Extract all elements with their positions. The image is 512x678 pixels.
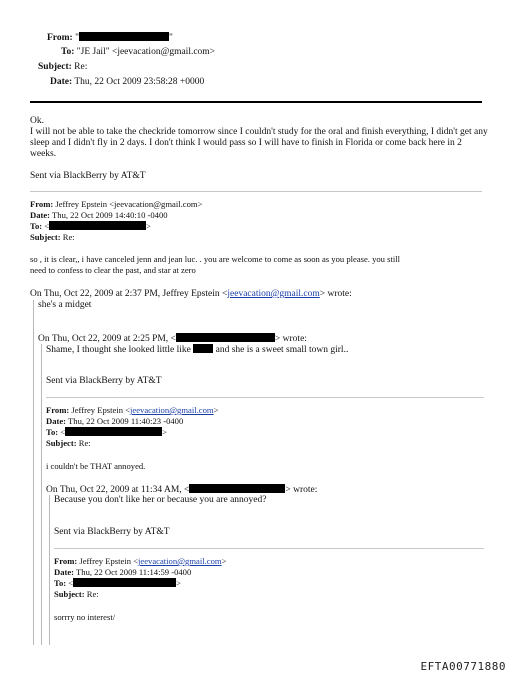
quote1-body-line1: so , it is clear,, i have canceled jenn and jean luc. . you are welcome to come as soon as you please. you still [30, 254, 401, 264]
quote1-quoted: she's a midget [38, 300, 92, 310]
quote3-signature: Sent via BlackBerry by AT&T [54, 527, 170, 537]
header-date: Date: Thu, 22 Oct 2009 23:58:28 +0000 [50, 77, 205, 87]
redaction-bar [65, 427, 162, 436]
redaction-bar [73, 578, 176, 587]
quote-bar-level3 [49, 495, 50, 645]
quote1-from: From: Jeffrey Epstein <jeevacation@gmail.com> [30, 199, 203, 209]
email-link[interactable]: jeevacation@gmail.com [227, 289, 320, 299]
quote1-body-line2: need to confess to clear the past, and star at zero [30, 265, 196, 275]
quote-divider [46, 397, 484, 398]
quote3-body-text: sorrry no interest/ [54, 612, 116, 622]
quote2-to: To: < > [46, 427, 167, 437]
document-id: EFTA00771880 [420, 660, 506, 673]
quote3-date: Date: Thu, 22 Oct 2009 11:14:59 -0400 [54, 567, 192, 577]
quote2-attribution: On Thu, Oct 22, 2009 at 2:25 PM, < > wrote: [38, 334, 307, 344]
redaction-bar [193, 344, 213, 353]
redaction-bar [189, 484, 285, 493]
quote2-signature: Sent via BlackBerry by AT&T [46, 376, 162, 386]
quote3-from: From: Jeffrey Epstein <jeevacation@gmail.com> [54, 556, 227, 566]
email-link[interactable]: jeevacation@gmail.com [138, 556, 222, 566]
message-body: I will not be able to take the checkride tomorrow since I couldn't study for the oral and finish everything, I didn't get any sleep and I didn't fly in 2 days. I don't think I would pass so I will have to finish in Florida or come back here in 2 weeks. [30, 127, 488, 159]
quote3-to: To: < > [54, 578, 181, 588]
quote1-attribution: On Thu, Oct 22, 2009 at 2:37 PM, Jeffrey Epstein <jeevacation@gmail.com> wrote: [30, 289, 352, 299]
email-link[interactable]: jeevacation@gmail.com [130, 405, 214, 415]
quote-bar-level1 [33, 300, 34, 645]
quote2-subject: Subject: Re: [46, 438, 91, 448]
quote1-subject: Subject: Re: [30, 232, 75, 242]
quote1-to: To: < > [30, 221, 151, 231]
quote3-subject: Subject: Re: [54, 589, 99, 599]
header-subject: Subject: Re: [38, 62, 88, 72]
quote3-body: Because you don't like her or because you are annoyed? [54, 495, 267, 505]
quote2-body-text: i couldn't be THAT annoyed. [46, 461, 146, 471]
redaction-bar [49, 221, 146, 230]
quote-divider [30, 191, 482, 192]
redaction-bar [79, 32, 169, 41]
header-from: From: " " [47, 33, 173, 43]
message-greeting: Ok. [30, 116, 44, 126]
quote2-body: Shame, I thought she looked little like and she is a sweet small town girl.. [46, 345, 349, 355]
quote1-date: Date: Thu, 22 Oct 2009 14:40:10 -0400 [30, 210, 168, 220]
header-to: To: "JE Jail" <jeevacation@gmail.com> [61, 47, 216, 57]
quote-divider [54, 548, 484, 549]
header-divider [30, 101, 482, 103]
quote3-attribution: On Thu, Oct 22, 2009 at 11:34 AM, < > wrote: [46, 485, 318, 495]
quote2-date: Date: Thu, 22 Oct 2009 11:40:23 -0400 [46, 416, 184, 426]
message-signature: Sent via BlackBerry by AT&T [30, 171, 146, 181]
quote-bar-level2 [41, 344, 42, 645]
quote2-from: From: Jeffrey Epstein <jeevacation@gmail.com> [46, 405, 219, 415]
redaction-bar [176, 333, 275, 342]
